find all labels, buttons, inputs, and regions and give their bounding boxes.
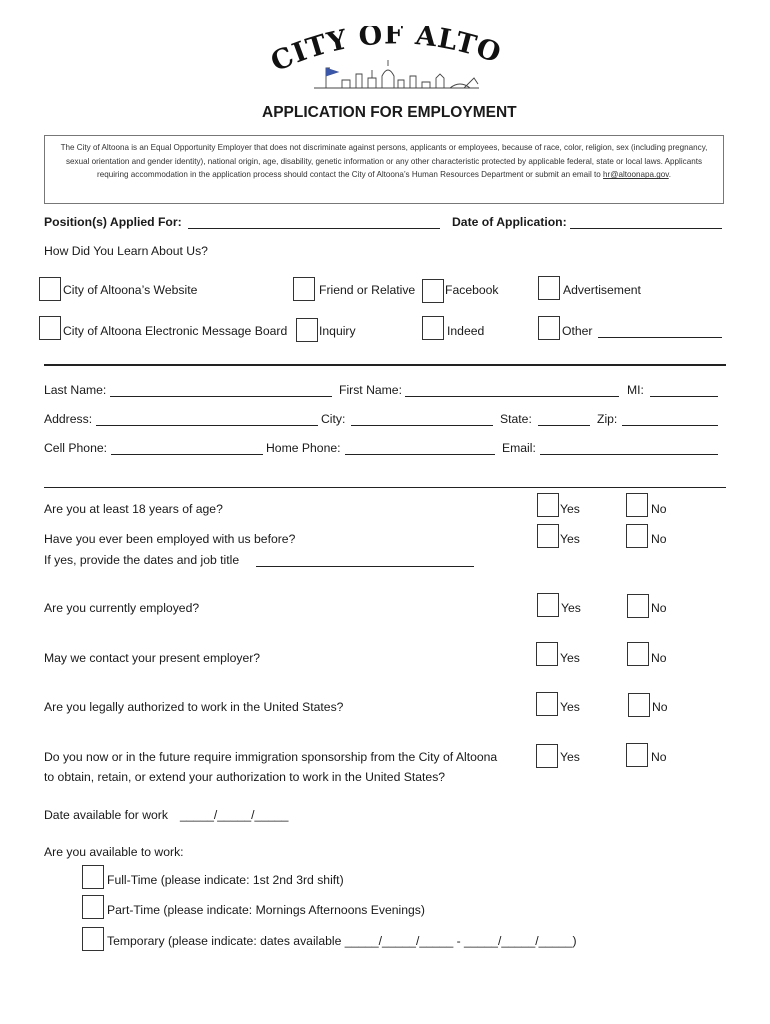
prior-job-field[interactable] [256,554,474,567]
zip-label: Zip: [597,412,618,426]
hr-email-link[interactable]: hr@altoonapa.gov [603,170,669,180]
inquiry-checkbox[interactable] [296,318,318,342]
current-no-label: No [651,601,667,615]
email-field[interactable] [540,442,718,455]
q-contact: May we contact your present employer? [44,651,261,665]
home-phone-field[interactable] [345,442,495,455]
q-if-yes: If yes, provide the dates and job title [44,553,240,567]
indeed-option: Indeed [447,324,485,338]
authorized-yes-checkbox[interactable] [536,692,558,716]
date-available-label: Date available for work [44,808,168,822]
current-no-checkbox[interactable] [627,594,649,618]
address-field[interactable] [96,413,318,426]
facebook-checkbox[interactable] [422,279,444,303]
first-name-field[interactable] [405,384,619,397]
temporary-option: Temporary (please indicate: dates available _____/_____/_____ - _____/_____/_____) [107,934,577,948]
first-name-label: First Name: [339,383,402,397]
advertisement-option: Advertisement [563,283,641,297]
age-yes-label: Yes [560,502,580,516]
last-name-label: Last Name: [44,383,107,397]
home-phone-label: Home Phone: [266,441,341,455]
full-time-option: Full-Time (please indicate: 1st 2nd 3rd shift) [107,873,344,887]
message-board-option: City of Altoona Electronic Message Board [63,324,288,338]
part-time-option: Part-Time (please indicate: Mornings Afternoons Evenings) [107,903,425,917]
eeo-statement [44,135,724,204]
authorized-yes-label: Yes [560,700,580,714]
friend-option: Friend or Relative [319,283,416,297]
part-time-checkbox[interactable] [82,895,104,919]
age-no-checkbox[interactable] [626,493,648,517]
svg-text:CITY OF ALTOONA [264,26,505,78]
q-sponsor-line2: to obtain, retain, or extend your authorization to work in the United States? [44,770,446,784]
section-divider [44,487,726,488]
message-board-checkbox[interactable] [39,316,61,340]
q-authorized: Are you legally authorized to work in the United States? [44,700,344,714]
q-employed-before: Have you ever been employed with us before? [44,532,296,546]
sponsor-no-checkbox[interactable] [626,743,648,767]
state-label: State: [500,412,532,426]
contact-no-label: No [651,651,667,665]
age-no-label: No [651,502,667,516]
address-label: Address: [44,412,93,426]
date-of-application-label: Date of Application: [452,215,567,229]
logo-text: CITY OF ALTO [266,26,506,79]
city-field[interactable] [351,413,493,426]
full-time-checkbox[interactable] [82,865,104,889]
date-of-application-field[interactable] [570,216,722,229]
city-logo [264,26,514,98]
position-label: Position(s) Applied For: [44,215,182,229]
authorized-no-label: No [652,700,668,714]
eeo-end: . [668,170,671,180]
q-current: Are you currently employed? [44,601,200,615]
learn-question: How Did You Learn About Us? [44,244,208,258]
sponsor-no-label: No [651,750,667,764]
mi-field[interactable] [650,384,718,397]
q-age: Are you at least 18 years of age? [44,502,223,516]
state-field[interactable] [538,413,590,426]
facebook-option: Facebook [445,283,499,297]
last-name-field[interactable] [110,384,332,397]
date-available-field[interactable]: _____/_____/_____ [180,808,289,822]
cell-phone-label: Cell Phone: [44,441,108,455]
temporary-checkbox[interactable] [82,927,104,951]
sponsor-yes-checkbox[interactable] [536,744,558,768]
other-field[interactable] [598,325,722,338]
zip-field[interactable] [622,413,718,426]
website-option: City of Altoona’s Website [63,283,198,297]
cell-phone-field[interactable] [111,442,263,455]
website-checkbox[interactable] [39,277,61,301]
employed-before-no-label: No [651,532,667,546]
eeo-text: The City of Altoona is an Equal Opportunity Employer that does not discriminate against persons, applicants or employees, because of race, color, religion, sex (including pregnancy, sexual orientation and gender identity), national origin, age, disability, genetic information or any other characteristic protected by applicable federal, state or local laws. Applicants requiring accommodation in the application process should contact the City of Altoona’s Human Resources Department or submit an email to [60,143,708,180]
sponsor-yes-label: Yes [560,750,580,764]
friend-checkbox[interactable] [293,277,315,301]
current-yes-checkbox[interactable] [537,593,559,617]
contact-no-checkbox[interactable] [627,642,649,666]
position-field[interactable] [188,216,440,229]
other-checkbox[interactable] [538,316,560,340]
inquiry-option: Inquiry [319,324,356,338]
page-title: APPLICATION FOR EMPLOYMENT [262,104,517,121]
indeed-checkbox[interactable] [422,316,444,340]
q-sponsor-line1: Do you now or in the future require immigration sponsorship from the City of Altoona [44,750,498,764]
advertisement-checkbox[interactable] [538,276,560,300]
employed-before-yes-label: Yes [560,532,580,546]
employed-before-no-checkbox[interactable] [626,524,648,548]
mi-label: MI: [627,383,644,397]
available-to-work-label: Are you available to work: [44,845,184,859]
employed-before-yes-checkbox[interactable] [537,524,559,548]
city-label: City: [321,412,346,426]
email-label: Email: [502,441,536,455]
current-yes-label: Yes [561,601,581,615]
other-option: Other [562,324,593,338]
skyline-icon [314,60,479,88]
contact-yes-checkbox[interactable] [536,642,558,666]
contact-yes-label: Yes [560,651,580,665]
authorized-no-checkbox[interactable] [628,693,650,717]
age-yes-checkbox[interactable] [537,493,559,517]
section-divider [44,364,726,366]
